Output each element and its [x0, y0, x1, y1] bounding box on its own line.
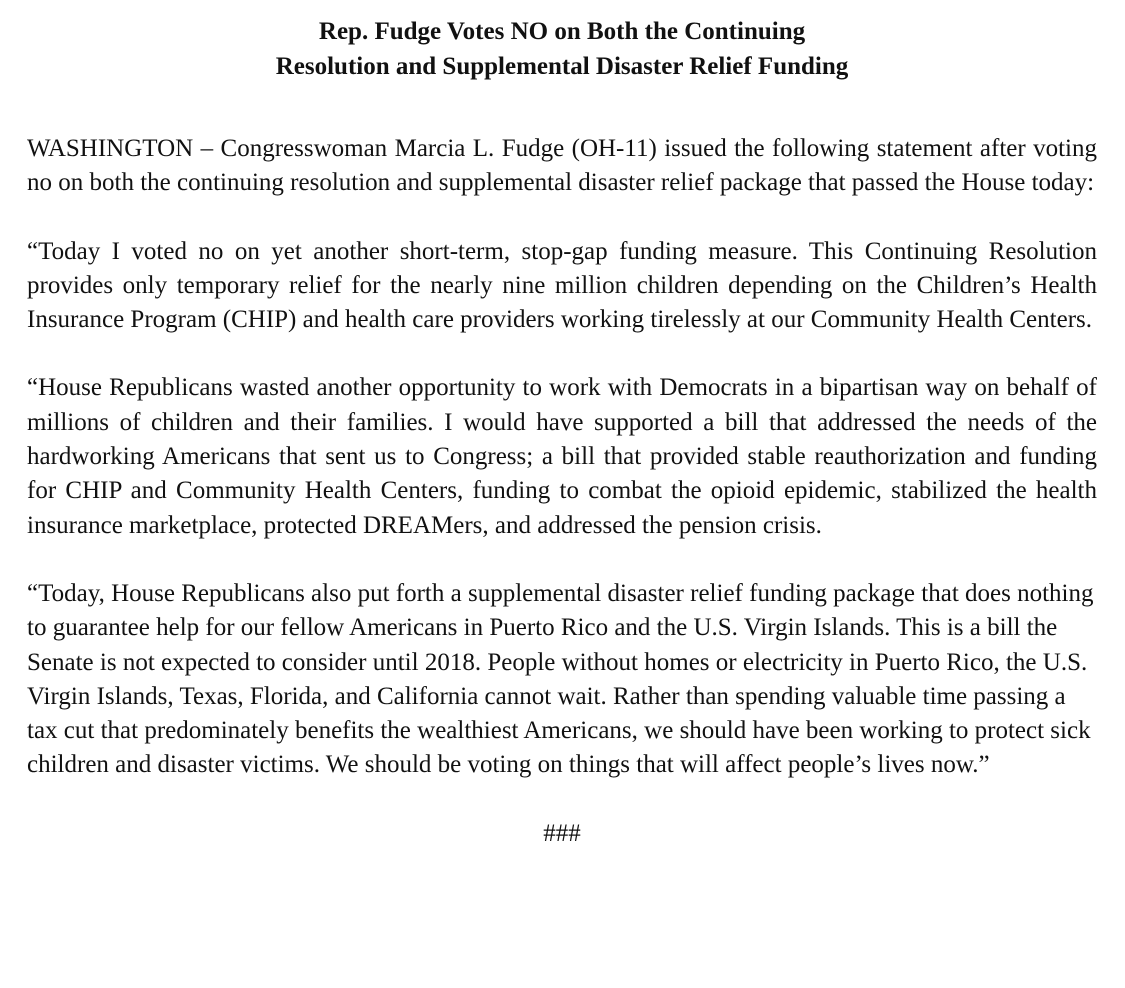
title-line-1: Rep. Fudge Votes NO on Both the Continuing: [318, 18, 806, 45]
quote-paragraph-disaster-relief: “Today, House Republicans also put forth a supplemental disaster relief funding package that does nothing to guarantee help for our fellow Americans in Puerto Rico and the U.S. Virgin Islands. This is a bill the Senate is not expected to consider until 2018. People without homes or electricity in Puerto Rico, the U.S. Virgin Islands, Texas, Florida, and California cannot wait. Rather than spending valuable time passing a tax cut that predominately benefits the wealthiest Americans, we should have been working to protect sick children and disaster victims. We should be voting on things that will affect people’s lives now.”: [27, 579, 1094, 779]
title-line-2: Resolution and Supplemental Disaster Relief Funding: [275, 53, 849, 80]
dateline-paragraph: WASHINGTON – Congresswoman Marcia L. Fudge (OH-11) issued the following statement after voting no on both the continuing resolution and supplemental disaster relief package that passed the House today:: [27, 135, 1097, 197]
end-of-release-mark: ###: [543, 819, 581, 847]
quote-paragraph-continuing-resolution: “Today I voted no on yet another short-term, stop-gap funding measure. This Continuing Resolution provides only temporary relief for the nearly nine million children depending on the Children’s Health Insurance Program (CHIP) and health care providers working tirelessly at our Community Health Centers.: [27, 237, 1097, 334]
quote-paragraph-house-republicans: “House Republicans wasted another opportunity to work with Democrats in a bipartisan way on behalf of millions of children and their families. I would have supported a bill that addressed the needs of the hardworking Americans that sent us to Congress; a bill that provided stable reauthorization and funding for CHIP and Community Health Centers, funding to combat the opioid epidemic, stabilized the health insurance marketplace, protected DREAMers, and addressed the pension crisis.: [27, 374, 1097, 539]
press-release-title: [27, 14, 1097, 84]
